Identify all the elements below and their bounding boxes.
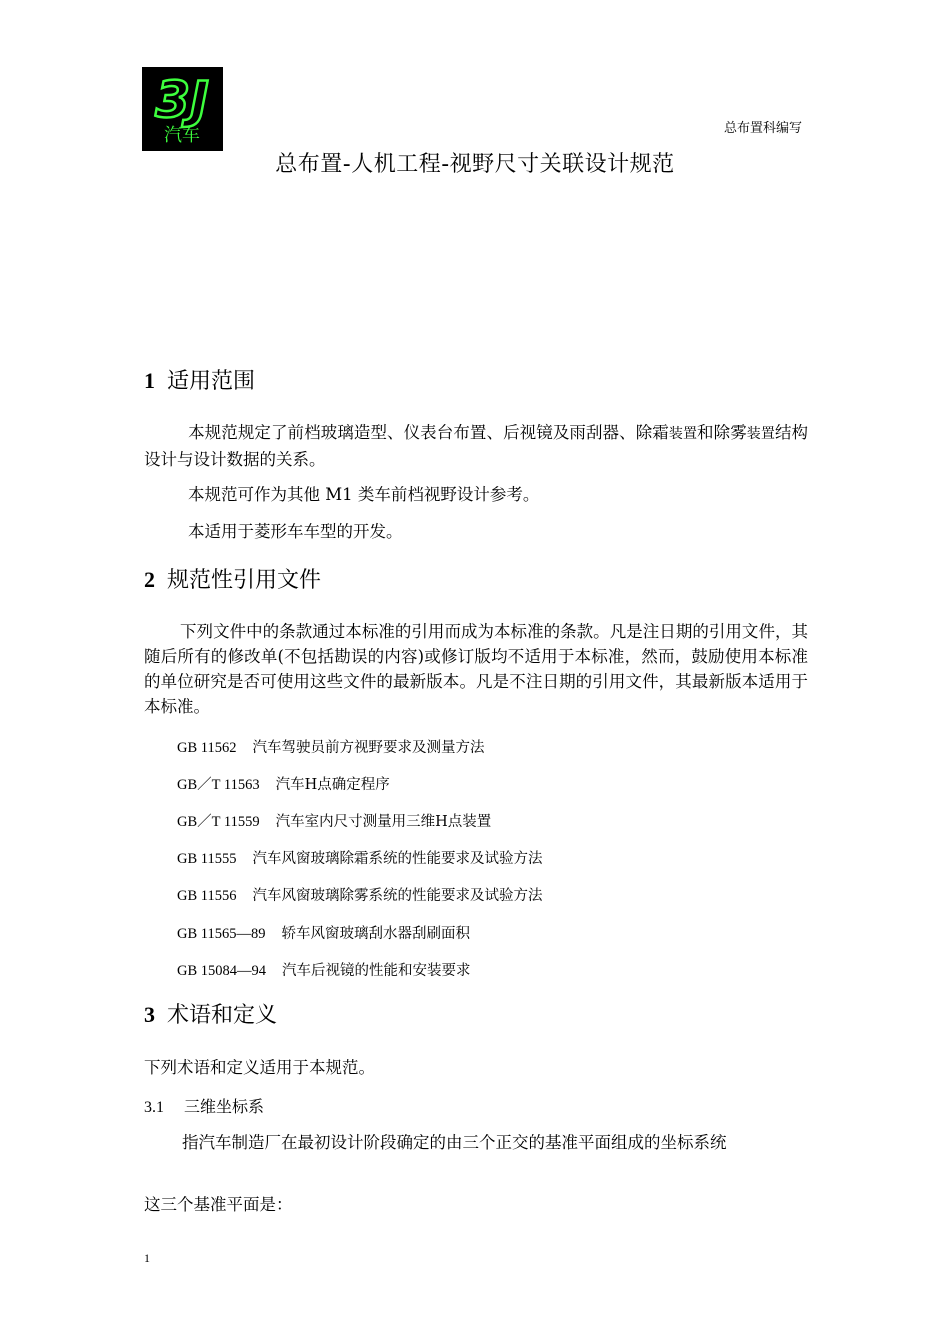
- section-1-paragraph-3: [144, 519, 808, 544]
- header-author: 总布置科编写: [723, 121, 802, 136]
- section-3-intro: 下列术语和定义适用于本规范。: [144, 1058, 375, 1077]
- reference-code: GB／T 11563: [177, 777, 260, 793]
- subsection-3-1-paragraph: [144, 1130, 808, 1155]
- section-title: 规范性引用文件: [167, 568, 322, 593]
- section-1-paragraph-2: [144, 482, 808, 507]
- company-logo: [142, 67, 223, 151]
- reference-code: GB 15084—94: [177, 963, 267, 979]
- page-number: 1: [144, 1251, 150, 1265]
- text-run: 下列文件中的条款通过本标准的引用而成为本标准的条款。凡是注日期的引用文件，其随后所有的修改单(不包括勘误的内容)或修订版均不适用于本标准，然而，鼓励使用本标准的单位研究是否可使用这些文件的最新版本。凡是不注日期的引用文件，其最新版本适用于本标准。: [144, 622, 808, 716]
- subsection-3-1-heading: [144, 1094, 264, 1117]
- reference-item: [177, 810, 491, 831]
- reference-code: GB 11555: [177, 851, 237, 867]
- reference-title: 汽车驾驶员前方视野要求及测量方法: [252, 740, 485, 756]
- section-3-last-line: 这三个基准平面是：: [144, 1195, 293, 1214]
- section-title: 适用范围: [167, 369, 256, 394]
- section-3-heading: [144, 998, 277, 1029]
- section-1-paragraph-1: [144, 420, 808, 472]
- reference-title: 汽车H点确定程序: [275, 777, 390, 793]
- section-number: 2: [144, 567, 155, 592]
- section-title: 术语和定义: [167, 1003, 278, 1028]
- reference-title: 轿车风窗玻璃刮水器刮刷面积: [281, 926, 470, 942]
- reference-code: GB／T 11559: [177, 814, 260, 830]
- text-run: 指汽车制造厂在最初设计阶段确定的由三个正交的基准平面组成的坐标系统: [182, 1133, 727, 1152]
- document-title: 总布置-人机工程-视野尺寸关联设计规范: [275, 152, 675, 177]
- text-run: 结构设计与设计数据的关系。: [144, 423, 809, 469]
- subsection-title: 三维坐标系: [184, 1097, 265, 1116]
- text-run: 本规范规定了前档玻璃造型、仪表台布置、后视镜及雨刮器、除霜: [188, 423, 669, 442]
- logo-mark-3j: 3J: [155, 71, 209, 129]
- text-run-small: 装置: [668, 426, 698, 442]
- subsection-number: 3.1: [144, 1099, 164, 1116]
- reference-code: GB 11556: [177, 888, 237, 904]
- reference-item: [177, 736, 484, 757]
- reference-title: 汽车后视镜的性能和安装要求: [282, 963, 471, 979]
- reference-item: [177, 884, 542, 905]
- logo-mark-text: 汽车: [164, 125, 200, 146]
- reference-item: [177, 847, 542, 868]
- reference-code: GB 11562: [177, 740, 237, 756]
- text-run-small: 装置: [746, 426, 775, 442]
- section-number: 1: [144, 368, 155, 393]
- reference-item: [177, 773, 390, 794]
- reference-item: [177, 922, 470, 943]
- reference-item: [177, 959, 471, 980]
- reference-title: 汽车风窗玻璃除霜系统的性能要求及试验方法: [252, 851, 543, 867]
- text-run: 和除雾: [697, 423, 747, 442]
- section-2-intro: [144, 619, 808, 719]
- section-number: 3: [144, 1002, 155, 1027]
- section-2-heading: [144, 563, 321, 594]
- reference-title: 汽车室内尺寸测量用三维H点装置: [275, 814, 492, 830]
- text-run: 本规范可作为其他 M1 类车前档视野设计参考。: [188, 485, 540, 504]
- reference-code: GB 11565—89: [177, 926, 266, 942]
- reference-title: 汽车风窗玻璃除雾系统的性能要求及试验方法: [252, 888, 543, 904]
- text-run: 本适用于菱形车车型的开发。: [188, 522, 403, 541]
- section-1-heading: [144, 364, 255, 395]
